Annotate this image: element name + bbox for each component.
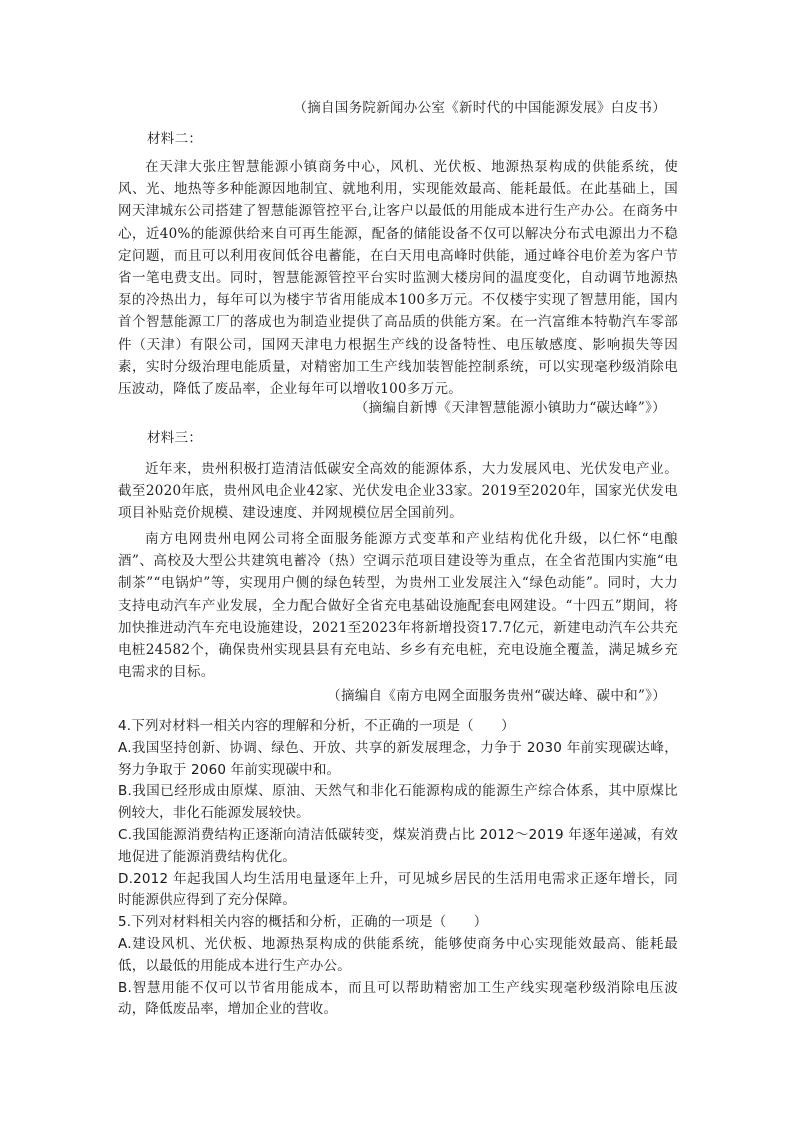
- material-3-paragraph-1: 近年来，贵州积极打造清洁低碳安全高效的能源体系，大力发展风电、光伏发电产业。截至2020年底，贵州风电企业42家、光伏发电企业33家。2019至2020年，国家光伏发电项目补贴竞价规模、建设速度、并网规模位居全国前列。: [118, 461, 678, 522]
- question-4-option-b: B.我国已经形成由原煤、原油、天然气和非化石能源构成的能源生产综合体系，其中原煤比例较大，非化石能源发展较快。: [118, 783, 678, 822]
- question-4-option-c: C.我国能源消费结构正逐渐向清洁低碳转变，煤炭消费占比 2012～2019 年逐年递减，有效地促进了能源消费结构优化。: [118, 826, 678, 865]
- material-3-label: 材料三：: [147, 430, 203, 446]
- material-2-body: [118, 156, 678, 400]
- source-citation-1: （摘自国务院新闻办公室《新时代的中国能源发展》白皮书）: [293, 100, 666, 116]
- question-5-option-a: A.建设风机、光伏板、地源热泵构成的供能系统，能够使商务中心实现能效最高、能耗最低，以最低的用能成本进行生产办公。: [118, 935, 678, 974]
- question-4-option-d: D.2012 年起我国人均生活用电量逐年上升，可见城乡居民的生活用电需求正逐年增长，同时能源供应得到了充分保障。: [118, 870, 678, 909]
- question-4-stem: 4.下列对材料一相关内容的理解和分析，不正确的一项是（ ）: [118, 718, 515, 734]
- material-2-paragraph: 在天津大张庄智慧能源小镇商务中心，风机、光伏板、地源热泵构成的供能系统，使风、光、地热等多种能源因地制宜、就地利用，实现能效最高、能耗最低。在此基础上，国网天津城东公司搭建了智慧能源管控平台,让客户以最低的用能成本进行生产办公。在商务中心，近40%的能源供给来自可再生能源，配备的储能设备不仅可以解决分布式电源出力不稳定问题，而且可以利用夜间低谷电蓄能，在白天用电高峰时供能，通过峰谷电价差为客户节省一笔电费支出。同时，智慧能源管控平台实时监测大楼房间的温度变化，自动调节地源热泵的冷热出力，每年可以为楼宇节省用能成本100多万元。不仅楼宇实现了智慧用能，国内首个智慧能源工厂的落成也为制造业提供了高品质的供能方案。在一汽富维本特勒汽车零部件（天津）有限公司，国网天津电力根据生产线的设备特性、电压敏感度、影响损失等因素，实时分级治理电能质量，对精密加工生产线加装智能控制系统，可以实现毫秒级消除电压波动，降低了废品率，企业每年可以增收100多万元。: [118, 159, 678, 398]
- material-3-paragraph-2: 南方电网贵州电网公司将全面服务能源方式变革和产业结构优化升级，以仁怀“电酿酒”、高校及大型公共建筑电蓄冷（热）空调示范项目建设等为重点，在全省范围内实施“电制茶”“电锅炉”等，实现用户侧的绿色转型，为贵州工业发展注入“绿色动能”。同时，大力支持电动汽车产业发展，全力配合做好全省充电基础设施配套电网建设。“十四五”期间，将加快推进动汽车充电设施建设，2021至2023年将新增投资17.7亿元，新建电动汽车公共充电桩24582个，确保贵州实现县县有充电站、乡乡有充电桩，充电设施全覆盖，满足城乡充电需求的目标。: [118, 531, 678, 681]
- question-5-option-b: B.智慧用能不仅可以节省用能成本，而且可以帮助精密加工生产线实现毫秒级消除电压波动，降低废品率，增加企业的营收。: [118, 979, 678, 1018]
- source-citation-2: （摘编自新博《天津智慧能源小镇助力“碳达峰”》）: [354, 400, 666, 416]
- material-3-body-2: [118, 528, 678, 683]
- material-3-body-1: [118, 458, 678, 525]
- question-5-stem: 5.下列对材料相关内容的概括和分析，正确的一项是（ ）: [118, 914, 488, 931]
- question-4: [118, 716, 678, 1021]
- source-citation-3: （摘编自《南方电网全面服务贵州“碳达峰、碳中和”》）: [327, 688, 666, 704]
- question-4-option-a: A.我国坚持创新、协调、绿色、开放、共享的新发展理念，力争于 2030 年前实现碳达峰，努力争取于 2060 年前实现碳中和。: [118, 739, 678, 778]
- material-2-label: 材料二：: [147, 131, 203, 147]
